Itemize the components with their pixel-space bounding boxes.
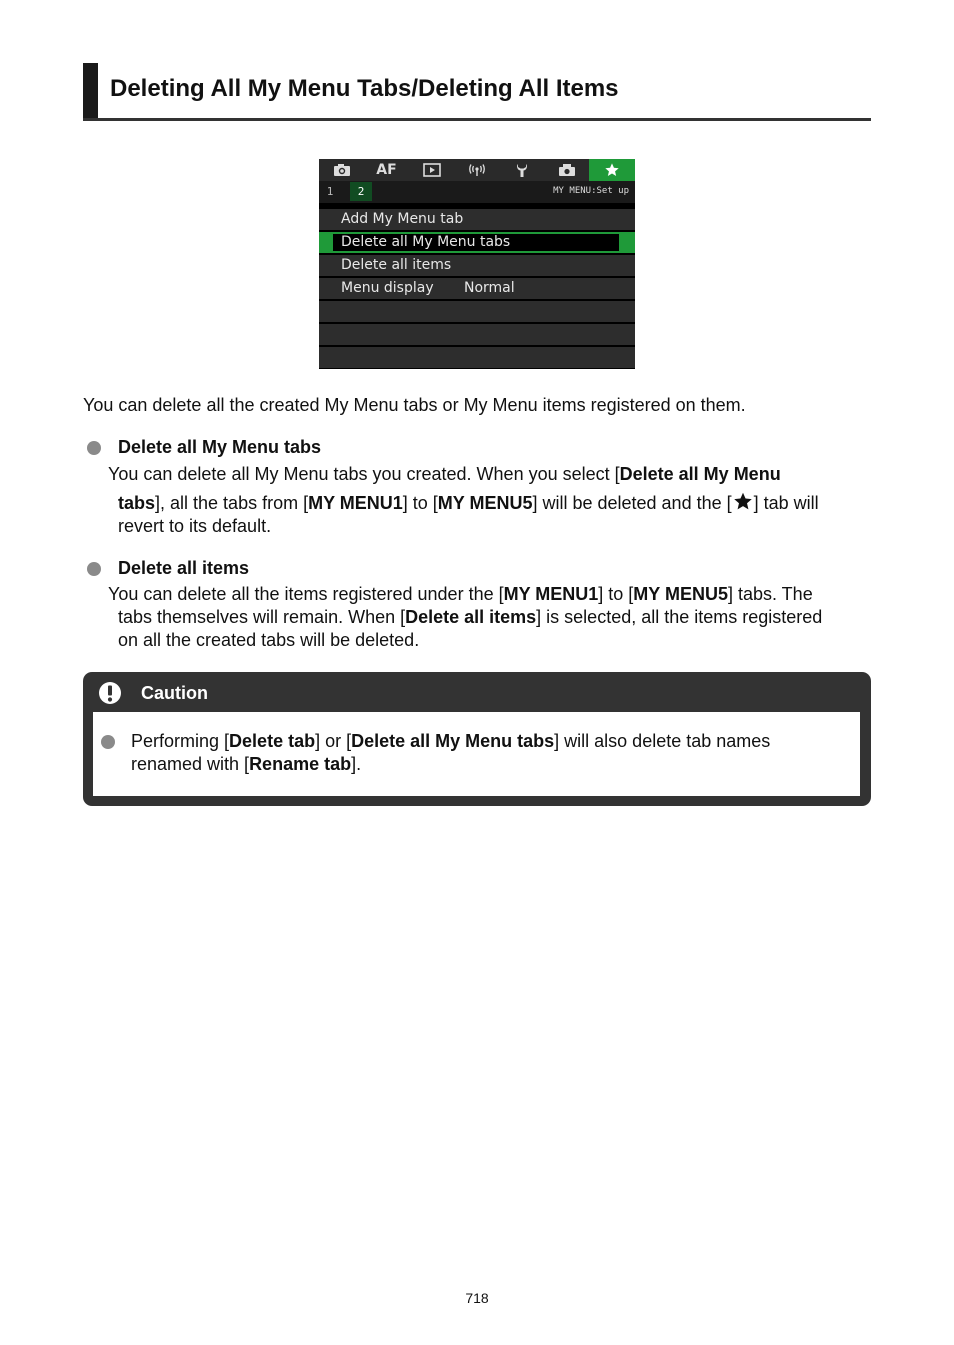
custom-function-icon	[544, 159, 589, 181]
caution-title: Caution	[141, 683, 208, 703]
menu-row-add-my-menu-tab: Add My Menu tab	[319, 209, 635, 230]
intro-paragraph: You can delete all the created My Menu tabs or My Menu items registered on them.	[83, 395, 746, 415]
section-heading	[83, 63, 871, 121]
item-description: You can delete all the items registered under the [MY MENU1] to [MY MENU5] tabs. The tabs themselves will remain. When [Delete all items] is selected, all the items registered on all the created tabs will be deleted.	[108, 584, 823, 650]
playback-icon	[409, 159, 454, 181]
heading-accent-bar	[83, 63, 98, 118]
menu-title: MY MENU:Set up	[553, 186, 629, 196]
menu-tab-bar	[319, 159, 635, 181]
caution-content	[93, 712, 860, 796]
bullet-icon	[87, 441, 101, 455]
star-icon	[589, 159, 635, 181]
menu-row-empty	[319, 324, 635, 345]
bullet-icon	[87, 562, 101, 576]
page-number: 718	[465, 1290, 489, 1306]
menu-row-delete-all-items: Delete all items	[319, 255, 635, 276]
caution-box	[83, 672, 871, 806]
item-title: Delete all items	[118, 558, 250, 578]
menu-row-empty	[319, 347, 635, 368]
bullet-icon	[101, 735, 115, 749]
star-icon	[732, 491, 754, 512]
page-title: Deleting All My Menu Tabs/Deleting All Items	[110, 75, 619, 102]
menu-row-empty	[319, 301, 635, 322]
af-tab: AF	[376, 162, 397, 178]
camera-menu-screenshot	[319, 159, 635, 369]
wrench-icon	[499, 159, 544, 181]
item-description: You can delete all My Menu tabs you created. When you select [Delete all My Menu tabs], all the tabs from [MY MENU1] to [MY MENU5] will be deleted and the [ ] tab will revert to its default.	[108, 464, 819, 536]
menu-page-1: 1	[326, 185, 334, 198]
caution-icon	[98, 681, 122, 705]
menu-row-menu-display: Menu display Normal	[319, 278, 635, 299]
menu-display-value: Normal	[464, 280, 515, 296]
caution-text: Performing [Delete tab] or [Delete all My Menu tabs] will also delete tab names renamed with [Rename tab].	[131, 731, 771, 774]
item-title: Delete all My Menu tabs	[118, 437, 322, 457]
menu-row-delete-all-my-menu-tabs: Delete all My Menu tabs	[319, 232, 635, 253]
camera-icon	[319, 159, 364, 181]
wireless-icon	[454, 159, 499, 181]
menu-page-2: 2	[350, 182, 372, 201]
